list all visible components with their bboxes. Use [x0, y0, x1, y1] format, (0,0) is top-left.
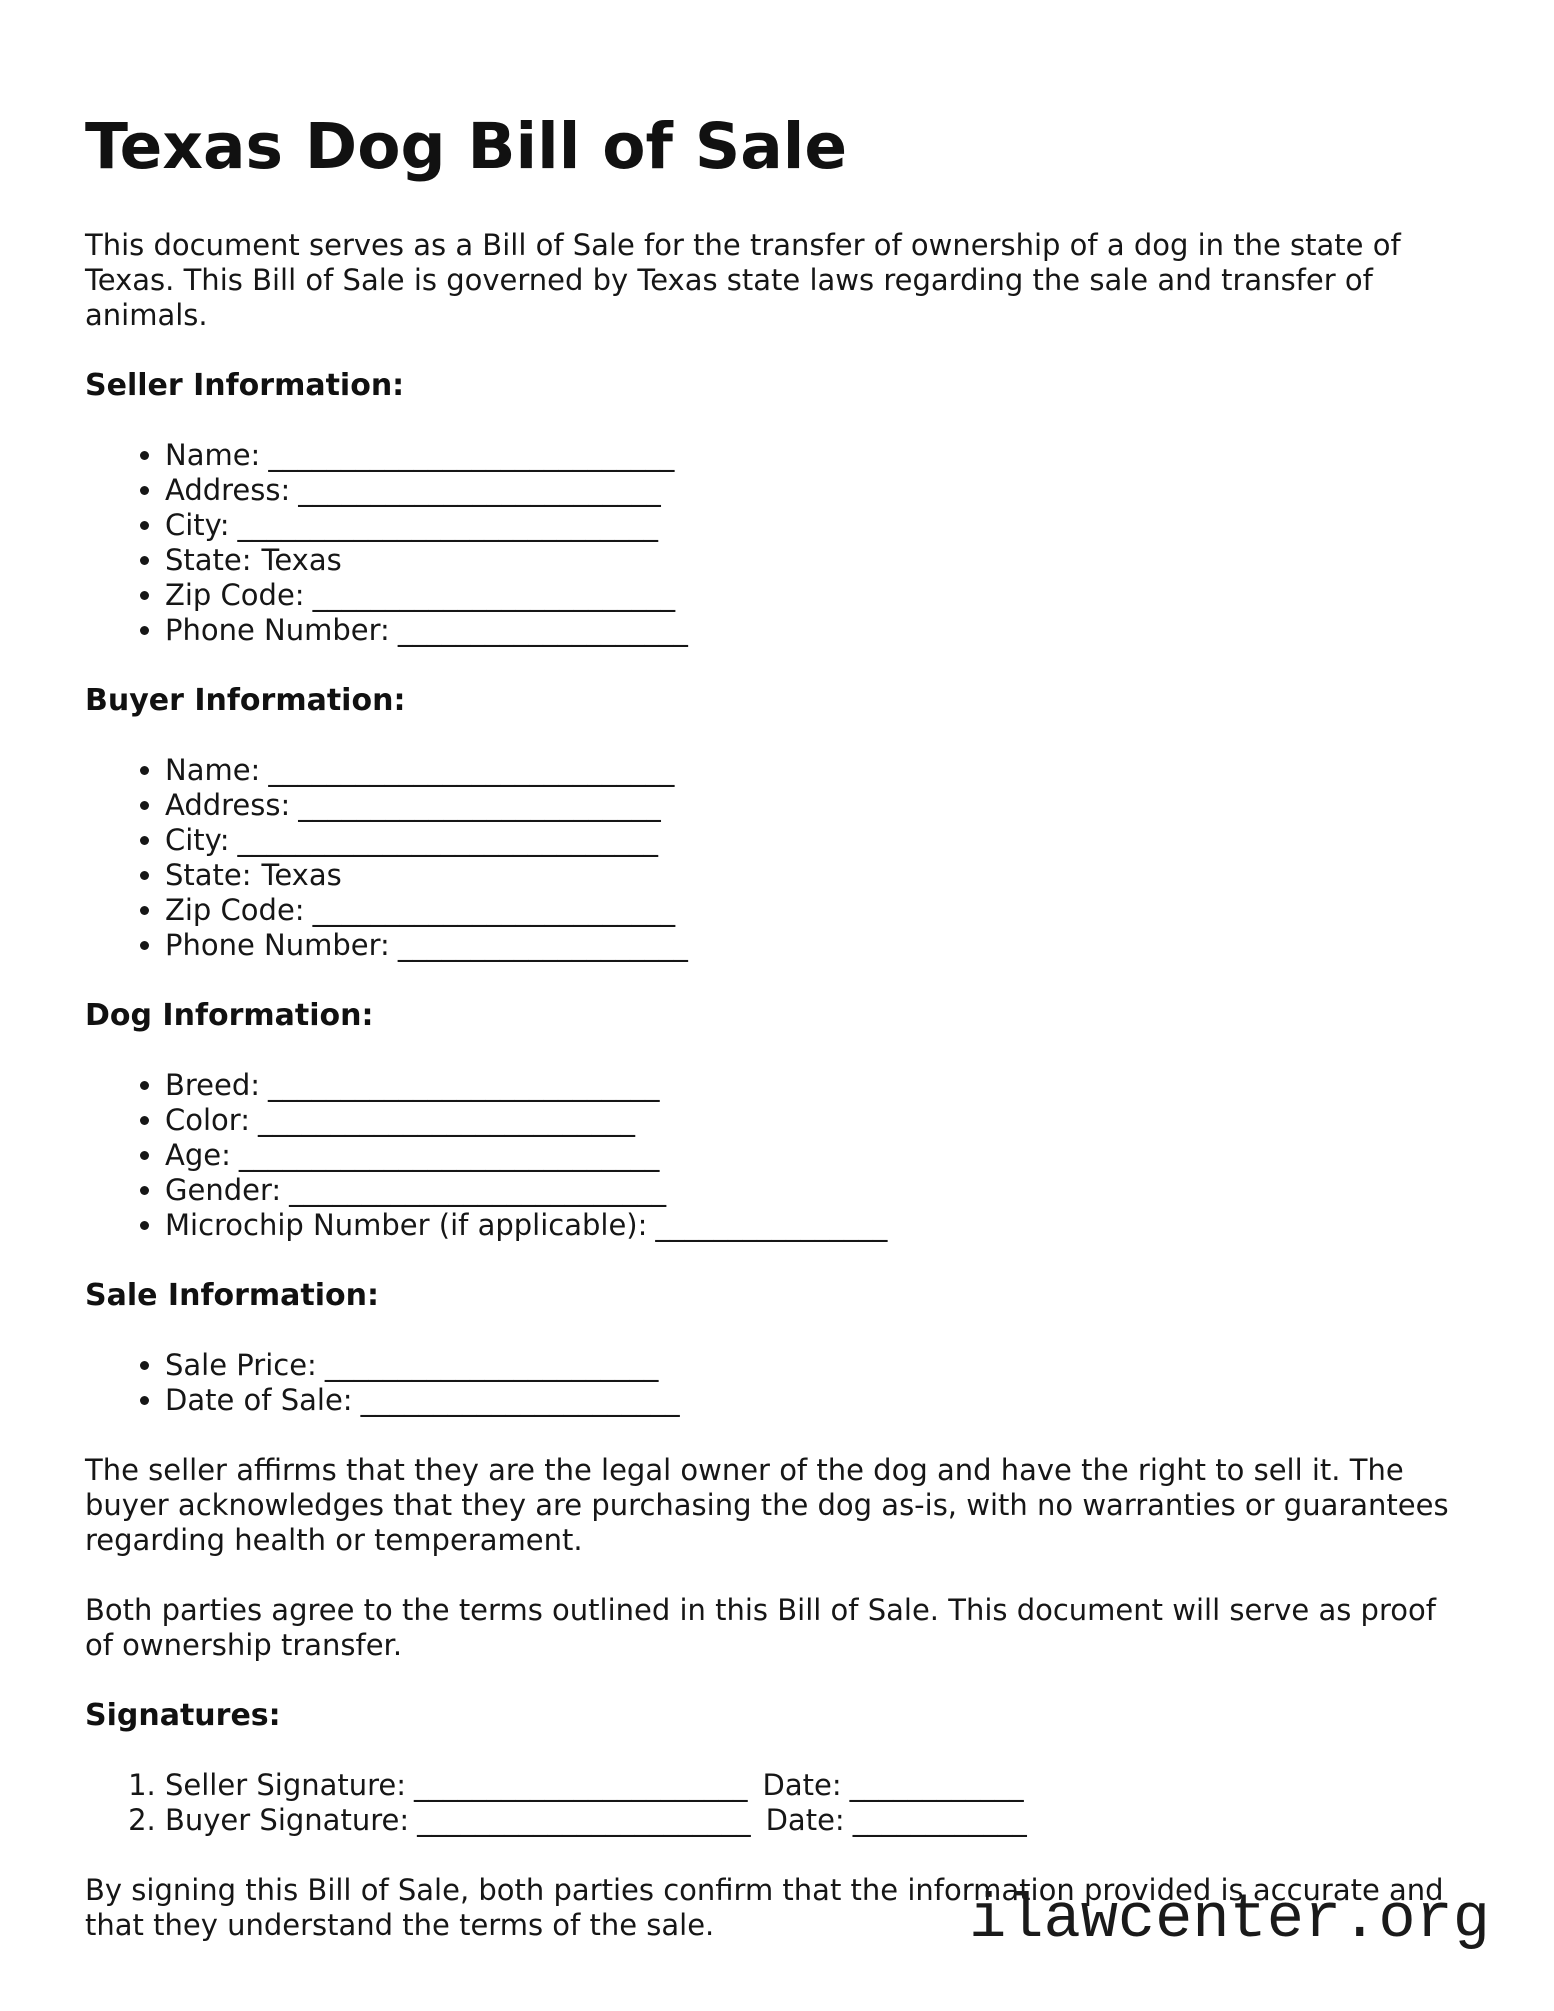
agreement-paragraph: Both parties agree to the terms outlined in this Bill of Sale. This document will serve as proof of ownership transfer. [85, 1593, 1436, 1662]
field-label: Sale Price: [165, 1348, 317, 1382]
form-field-seller-zip [165, 578, 1469, 613]
field-blank-line: _________________________ [312, 578, 676, 612]
field-label: Address: [165, 788, 291, 822]
form-field-buyer-name [165, 753, 1469, 788]
form-field-buyer-phone [165, 928, 1469, 963]
form-field-seller-address [165, 473, 1469, 508]
form-field-dog-gender [165, 1173, 1469, 1208]
field-label: City: [165, 823, 230, 857]
field-label: Name: [165, 753, 261, 787]
intro-paragraph: This document serves as a Bill of Sale for the transfer of ownership of a dog in the state of Texas. This Bill of Sale is governed by Texas state laws regarding the sale and transfer of animals. [85, 228, 1401, 332]
field-blank-line: ____________________________ [268, 753, 675, 787]
form-field-seller-phone [165, 613, 1469, 648]
field-blank-line: ____________________________ [268, 438, 675, 472]
field-label: Microchip Number (if applicable): [165, 1208, 648, 1242]
form-field-buyer-address [165, 788, 1469, 823]
field-value: Texas [261, 543, 342, 577]
field-label: Date of Sale: [165, 1383, 353, 1417]
field-blank-line: _________________________ [298, 473, 661, 507]
signature-blank-line: _______________________ [417, 1803, 751, 1837]
form-field-dog-microchip [165, 1208, 1469, 1243]
field-blank-line: _________________________ [312, 893, 676, 927]
field-label: State: [165, 543, 252, 577]
form-field-buyer-state [165, 858, 1469, 893]
field-blank-line: ____________________ [397, 928, 688, 962]
field-blank-line: ___________________________ [268, 1068, 660, 1102]
field-blank-line: ______________________ [360, 1383, 680, 1417]
form-field-dog-breed [165, 1068, 1469, 1103]
field-blank-line: ____________________ [397, 613, 688, 647]
date-label: Date: [765, 1803, 845, 1837]
field-label: Breed: [165, 1068, 261, 1102]
field-blank-line: _______________________ [324, 1348, 659, 1382]
signature-label: Seller Signature: [165, 1768, 407, 1802]
field-label: Phone Number: [165, 613, 390, 647]
dog-information-list [85, 1068, 1469, 1243]
field-label: State: [165, 858, 252, 892]
signature-blank-line: _______________________ [414, 1768, 748, 1802]
form-field-sale-price [165, 1348, 1469, 1383]
field-blank-line: __________________________ [257, 1103, 635, 1137]
form-field-dog-age [165, 1138, 1469, 1173]
buyer-signature-row [165, 1803, 1469, 1838]
field-label: Color: [165, 1103, 250, 1137]
field-label: Phone Number: [165, 928, 390, 962]
closing-paragraph: By signing this Bill of Sale, both parties confirm that the information provided is accurate and that they understand the terms of the sale. [85, 1873, 1444, 1942]
affirmation-paragraph: The seller affirms that they are the legal owner of the dog and have the right to sell it. The buyer acknowledges that they are purchasing the dog as-is, with no warranties or guarantees regarding health or temperament. [85, 1453, 1449, 1557]
field-blank-line: _____________________________ [238, 1138, 660, 1172]
dog-information-heading: Dog Information: [85, 998, 374, 1033]
signature-label: Buyer Signature: [165, 1803, 410, 1837]
sale-information-list [85, 1348, 1469, 1418]
field-label: Age: [165, 1138, 231, 1172]
form-field-seller-name [165, 438, 1469, 473]
signatures-heading: Signatures: [85, 1698, 281, 1733]
signatures-list [85, 1768, 1469, 1838]
seller-signature-row [165, 1768, 1469, 1803]
sale-information-heading: Sale Information: [85, 1278, 379, 1313]
seller-information-list [85, 438, 1469, 648]
field-label: City: [165, 508, 230, 542]
field-label: Gender: [165, 1173, 282, 1207]
field-label: Zip Code: [165, 578, 305, 612]
buyer-information-heading: Buyer Information: [85, 683, 406, 718]
field-label: Name: [165, 438, 261, 472]
field-blank-line: ________________ [655, 1208, 888, 1242]
date-label: Date: [762, 1768, 842, 1802]
seller-information-heading: Seller Information: [85, 368, 405, 403]
field-value: Texas [261, 858, 342, 892]
form-field-sale-date [165, 1383, 1469, 1418]
date-blank-line: ____________ [852, 1803, 1027, 1837]
field-blank-line: _____________________________ [237, 508, 658, 542]
field-label: Address: [165, 473, 291, 507]
buyer-information-list [85, 753, 1469, 963]
date-blank-line: ____________ [849, 1768, 1024, 1802]
form-field-seller-state [165, 543, 1469, 578]
field-blank-line: _____________________________ [237, 823, 658, 857]
page-title: Texas Dog Bill of Sale [85, 110, 848, 183]
field-blank-line: _________________________ [298, 788, 661, 822]
form-field-buyer-zip [165, 893, 1469, 928]
ilawcenter-watermark: ilawcenter.org [969, 1884, 1490, 1955]
form-field-buyer-city [165, 823, 1469, 858]
field-blank-line: __________________________ [289, 1173, 667, 1207]
form-field-dog-color [165, 1103, 1469, 1138]
form-field-seller-city [165, 508, 1469, 543]
field-label: Zip Code: [165, 893, 305, 927]
